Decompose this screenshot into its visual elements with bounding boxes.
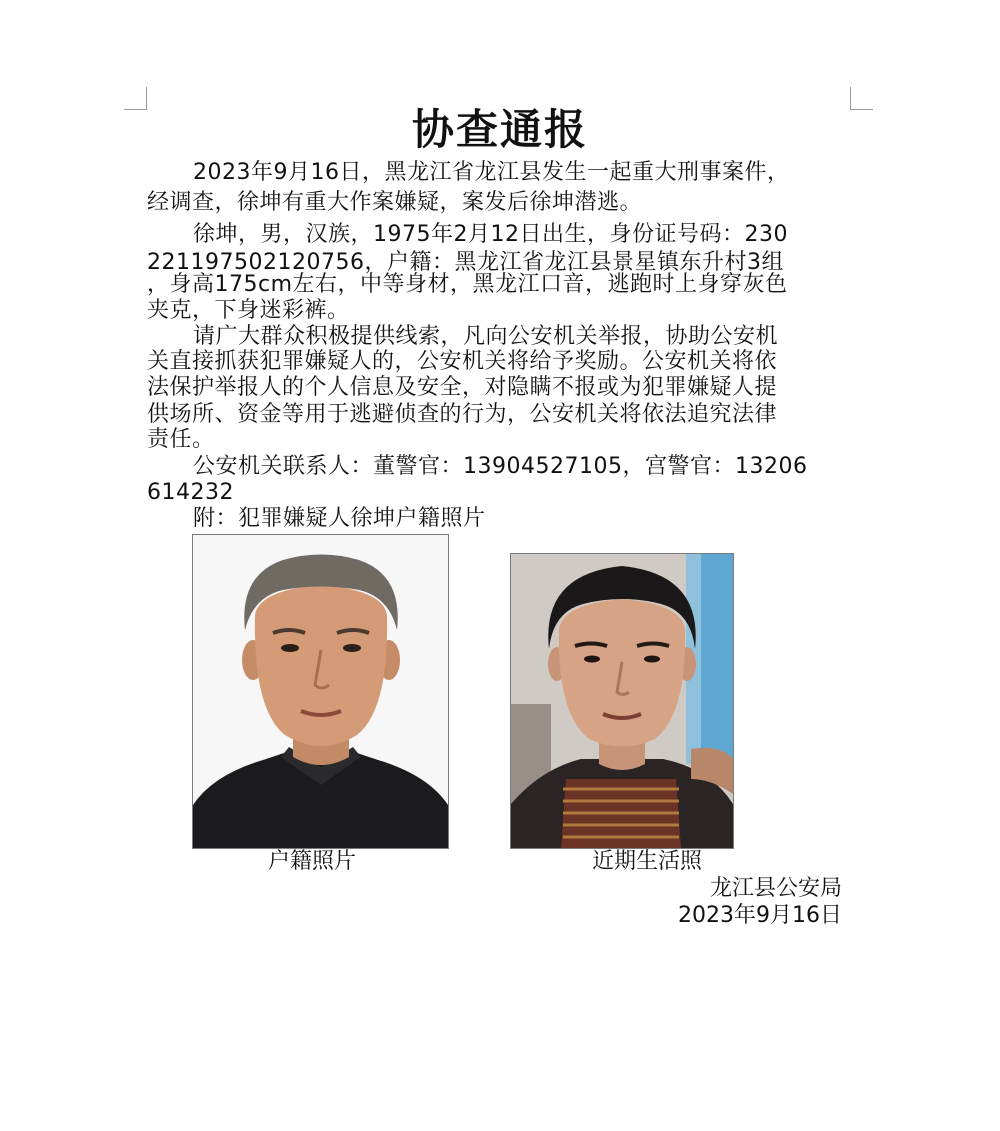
body-line-4: 221197502120756，户籍：黑龙江省龙江县景星镇东升村3组 bbox=[147, 250, 784, 275]
body-line-1: 2023年9月16日，黑龙江省龙江县发生一起重大刑事案件， bbox=[193, 160, 790, 185]
issue-date: 2023年9月16日 bbox=[678, 903, 842, 928]
body-line-8: 关直接抓获犯罪嫌疑人的，公安机关将给予奖励。公安机关将依 bbox=[147, 349, 778, 374]
registration-photo bbox=[192, 534, 449, 849]
issuing-agency: 龙江县公安局 bbox=[709, 876, 842, 901]
body-line-9: 法保护举报人的个人信息及安全，对隐瞒不报或为犯罪嫌疑人提 bbox=[147, 375, 778, 400]
notice-title: 协查通报 bbox=[411, 105, 588, 154]
body-line-11: 责任。 bbox=[147, 427, 215, 452]
body-line-3: 徐坤，男，汉族，1975年2月12日出生，身份证号码：230 bbox=[193, 222, 788, 247]
recent-photo-caption: 近期生活照 bbox=[592, 849, 703, 874]
body-line-6: 夹克，下身迷彩裤。 bbox=[147, 298, 350, 323]
recent-photo-portrait-icon bbox=[511, 554, 733, 848]
body-line-10: 供场所、资金等用于逃避侦查的行为，公安机关将依法追究法律 bbox=[147, 402, 778, 427]
registration-photo-portrait-icon bbox=[193, 535, 448, 848]
registration-photo-caption: 户籍照片 bbox=[268, 849, 357, 874]
contact-line: 公安机关联系人：董警官：13904527105，宫警官：13206 bbox=[193, 454, 808, 479]
body-line-5: ，身高175cm左右，中等身材，黑龙江口音，逃跑时上身穿灰色 bbox=[147, 272, 788, 297]
attachment-line: 附：犯罪嫌疑人徐坤户籍照片 bbox=[193, 506, 486, 531]
contact-line-cont: 614232 bbox=[147, 480, 234, 505]
body-line-7: 请广大群众积极提供线索，凡向公安机关举报，协助公安机 bbox=[193, 324, 779, 349]
body-line-2: 经调查，徐坤有重大作案嫌疑，案发后徐坤潜逃。 bbox=[147, 190, 643, 215]
recent-photo bbox=[510, 553, 734, 849]
